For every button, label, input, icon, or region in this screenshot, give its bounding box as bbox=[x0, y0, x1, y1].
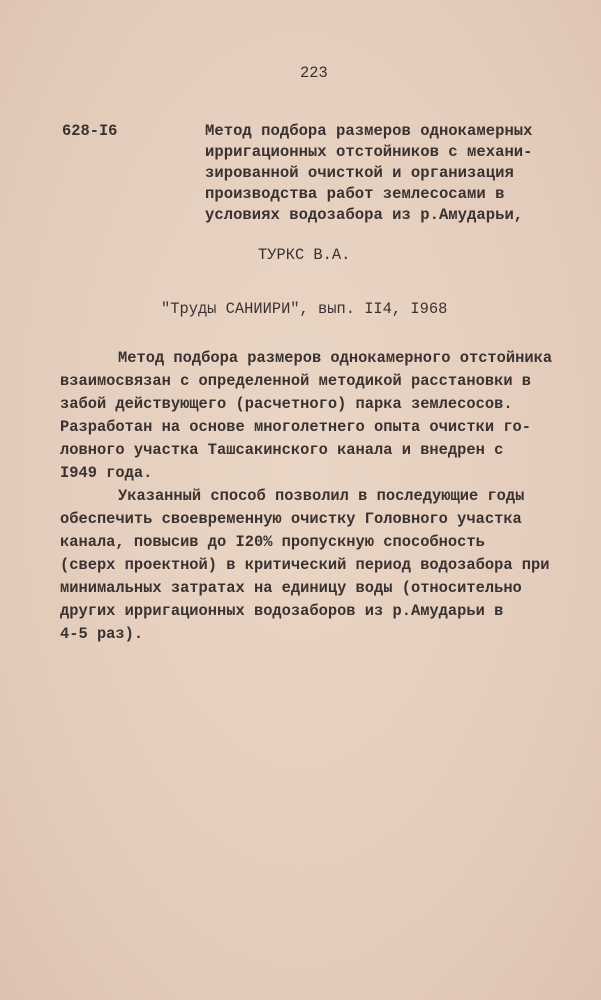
title-line: зированной очисткой и организация bbox=[205, 164, 514, 182]
page-number: 223 bbox=[300, 64, 328, 82]
citation: "Труды САНИИРИ", вып. II4, I968 bbox=[161, 300, 448, 318]
paragraph-line: минимальных затратах на единицу воды (относительно bbox=[60, 579, 522, 597]
paragraph-line: забой действующего (расчетного) парка землесосов. bbox=[60, 395, 513, 413]
paragraph-line: Разработан на основе многолетнего опыта очистки го- bbox=[60, 418, 532, 436]
paragraph-line: ловного участка Ташсакинского канала и внедрен с bbox=[60, 441, 504, 459]
paragraph-line: обеспечить своевременную очистку Головного участка bbox=[60, 510, 522, 528]
title-line: Метод подбора размеров однокамерных bbox=[205, 122, 533, 140]
title-line: ирригационных отстойников с механи- bbox=[205, 143, 533, 161]
paragraph-line: взаимосвязан с определенной методикой расстановки в bbox=[60, 372, 532, 390]
title-line: условиях водозабора из р.Амударьи, bbox=[205, 206, 524, 224]
paragraph-line: 4-5 раз). bbox=[60, 625, 144, 643]
entry-code: 628-I6 bbox=[62, 122, 118, 140]
paragraph-line: Указанный способ позволил в последующие годы bbox=[118, 487, 525, 505]
paragraph-line: других ирригационных водозаборов из р.Амударьи в bbox=[60, 602, 504, 620]
paragraph-line: Метод подбора размеров однокамерного отстойника bbox=[118, 349, 553, 367]
author: ТУРКС В.А. bbox=[258, 246, 351, 264]
paragraph-line: I949 года. bbox=[60, 464, 153, 482]
paragraph-line: (сверх проектной) в критический период водозабора при bbox=[60, 556, 550, 574]
paragraph-line: канала, повысив до I20% пропускную способность bbox=[60, 533, 485, 551]
title-line: производства работ землесосами в bbox=[205, 185, 505, 203]
